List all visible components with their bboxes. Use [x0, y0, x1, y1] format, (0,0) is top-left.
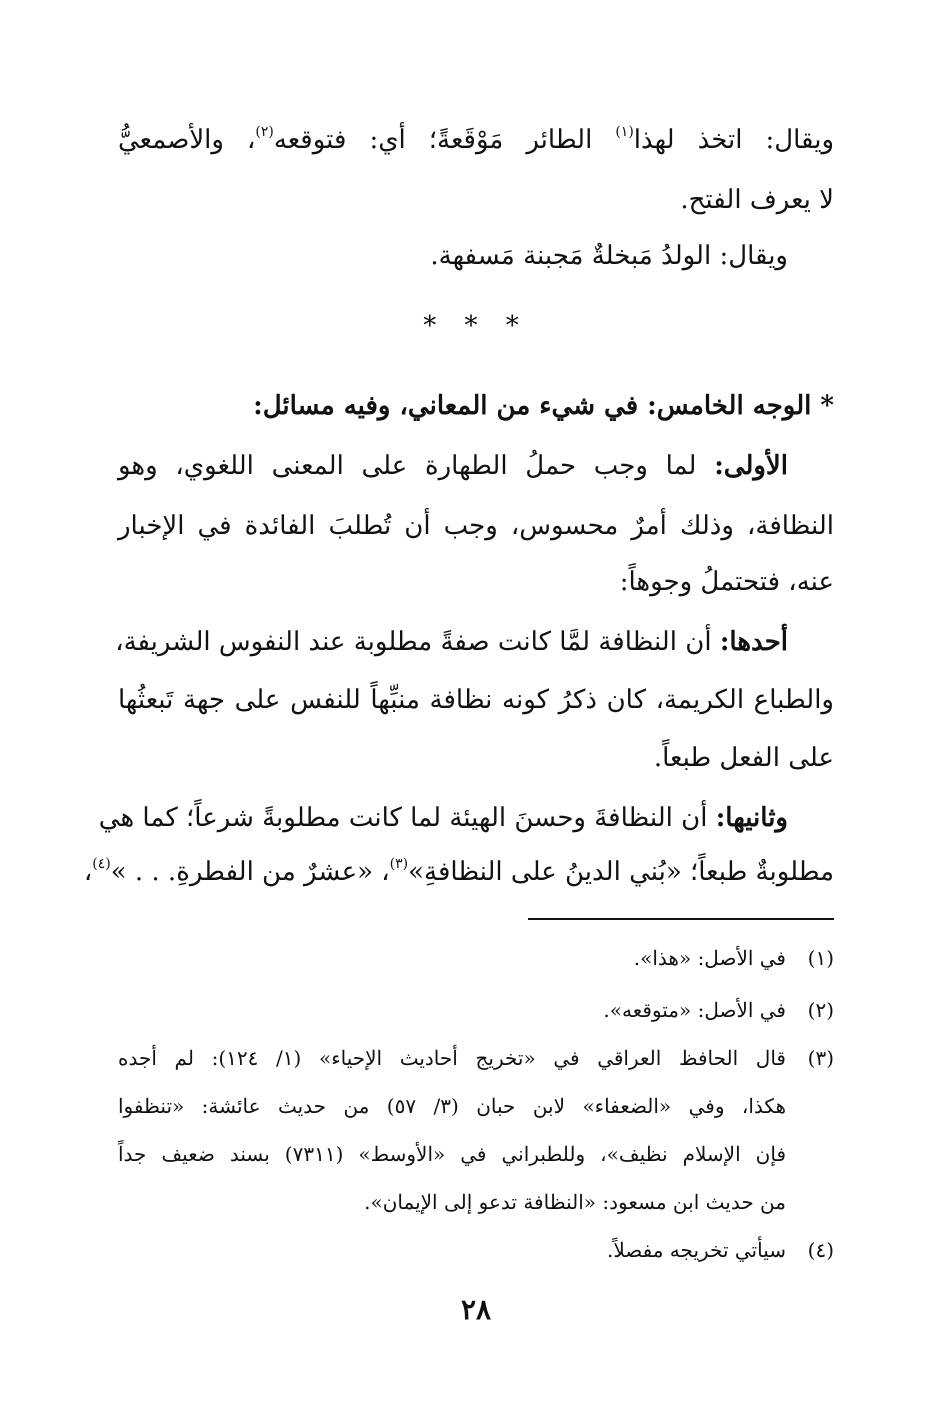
- footnote-number: (١): [807, 946, 834, 970]
- page-number: ٢٨: [460, 1293, 492, 1326]
- footnote-3-line-1: (٣)قال الحافظ العراقي في «تخريج أحاديث الإحياء» (١/ ١٢٤): لم أجده: [118, 1042, 834, 1074]
- footnote-1: (١)في الأصل: «هذا».: [118, 942, 834, 974]
- paragraph-2-line-2: والطباع الكريمة، كان ذكرُ كونه نظافة منبِّهاً للنفس على جهة تَبعثُها: [118, 685, 834, 715]
- text-line-2: لا يعرف الفتح.: [680, 185, 834, 215]
- footnote-ref-3: (٣): [389, 856, 409, 872]
- paragraph-1-line-1: الأولى: لما وجب حملُ الطهارة على المعنى اللغوي، وهو: [118, 451, 788, 481]
- paragraph-2-line-3: على الفعل طبعاً.: [653, 743, 834, 773]
- section-separator: * * *: [423, 311, 529, 341]
- footnote-3-line-3: فإن الإسلام نظيف»، وللطبراني في «الأوسط» (٧٣١١) بسند ضعيف جداً: [118, 1142, 787, 1166]
- text-line-3: ويقال: الولدُ مَبخلةٌ مَجبنة مَسفهة.: [430, 241, 788, 271]
- footnote-number: (٢): [807, 998, 834, 1022]
- footnote-3-line-4: من حديث ابن مسعود: «النظافة تدعو إلى الإيمان».: [364, 1190, 786, 1214]
- footnote-ref-4: (٤): [92, 856, 111, 872]
- text-line-1: ويقال: اتخذ لهذا$^{(١)}$ الطائر مَوْقَعةً؛ أي: فتوقعه$^{(٢)}$، والأصمعيُّ: [118, 124, 835, 155]
- footnote-3-line-2: هكذا، وفي «الضعفاء» لابن حبان (٣/ ٥٧) من حديث عائشة: «تنظفوا: [118, 1094, 786, 1118]
- paragraph-3-line-1: وثانيها: أن النظافةَ وحسنَ الهيئة لما كانت مطلوبةً شرعاً؛ كما هي: [98, 803, 788, 833]
- section-heading: * الوجه الخامس: في شيء من المعاني، وفيه مسائل:: [253, 391, 834, 421]
- footnote-ref-1: (١): [615, 124, 634, 140]
- footnote-divider: [528, 918, 834, 920]
- footnote-number: (٣): [807, 1046, 834, 1070]
- paragraph-1-line-2: النظافة، وذلك أمرٌ محسوس، وجب أن تُطلبَ الفائدة في الإخبار: [118, 511, 834, 541]
- paragraph-3-line-2: مطلوبةٌ طبعاً؛ «بُني الدينُ على النظافةِ»$^{(٣)}$، «عشرٌ من الفطرةِ. . . »$^{(٤)}$،: [83, 856, 834, 887]
- footnote-4: (٤)سيأتي تخريجه مفصلاً.: [118, 1234, 834, 1266]
- footnote-ref-2: (٢): [255, 124, 274, 140]
- paragraph-1-line-3: عنه، فتحتملُ وجوهاً:: [619, 567, 834, 597]
- footnote-number: (٤): [807, 1238, 834, 1262]
- paragraph-2-line-1: أحدها: أن النظافة لمَّا كانت صفةً مطلوبة عند النفوس الشريفة،: [115, 627, 788, 657]
- footnote-2: (٢)في الأصل: «متوقعه».: [118, 994, 834, 1026]
